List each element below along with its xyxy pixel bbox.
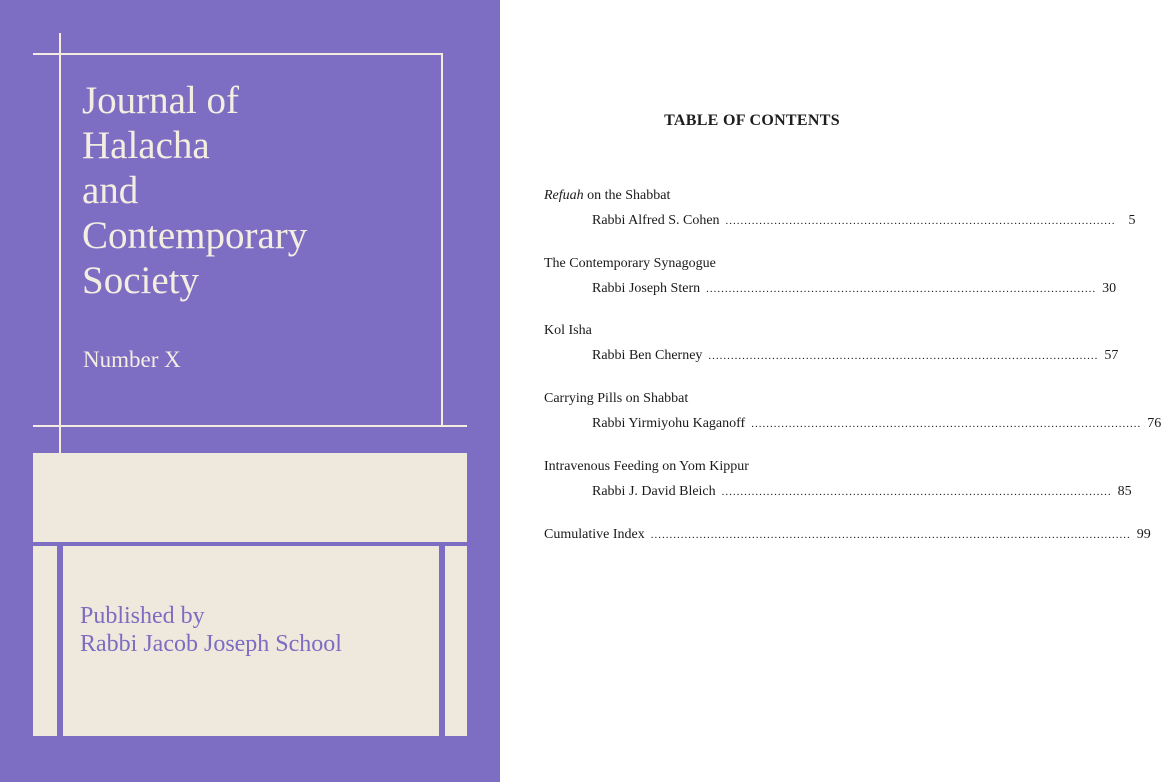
toc-entry-author-line[interactable]: [592, 281, 1117, 297]
toc-entry-author: Rabbi Yirmiyohu Kaganoff: [592, 416, 746, 431]
dot-leader: ........................................................................................................: [708, 350, 1099, 362]
dot-leader: ........................................................................................................: [721, 486, 1112, 498]
toc-cumulative-index-label: Cumulative Index: [544, 527, 645, 542]
cover-title: [82, 78, 307, 303]
cover-title-line: Society: [82, 259, 199, 302]
toc-cumulative-index-line[interactable]: [544, 527, 1151, 543]
toc-entry-author-line[interactable]: [592, 348, 1119, 364]
cover-publisher-line: Published by: [80, 603, 205, 629]
cover-title-line: Journal of: [82, 79, 240, 122]
toc-entry-title-text: Carrying Pills on Shabbat: [544, 391, 689, 406]
toc-entry-author: Rabbi Joseph Stern: [592, 281, 701, 296]
toc-entry-page: 76: [1147, 416, 1161, 431]
toc-entry-author-line[interactable]: [592, 484, 1132, 500]
dot-leader: ................................................................................................................................: [650, 529, 1131, 541]
toc-entry-title-text: Intravenous Feeding on Yom Kippur: [544, 459, 749, 474]
table-of-contents-page: [500, 0, 1161, 782]
toc-entry-page: 85: [1117, 484, 1132, 499]
cover-left-vertical-rule: [59, 33, 61, 453]
toc-entry-author-line[interactable]: [592, 213, 1136, 229]
toc-entry-title: [544, 188, 670, 204]
cover-publisher: [80, 602, 342, 658]
toc-entry-title: [544, 459, 749, 475]
toc-entry-title-text: Kol Isha: [544, 323, 592, 338]
toc-entry-title: [544, 391, 688, 407]
dot-leader: ........................................................................................................: [751, 418, 1142, 430]
journal-cover: [0, 0, 500, 782]
dot-leader: ........................................................................................................: [725, 215, 1116, 227]
cover-title-line: and: [82, 169, 139, 212]
dot-leader: ........................................................................................................: [706, 283, 1097, 295]
toc-entry-title-text: The Contemporary Synagogue: [544, 256, 716, 271]
cover-title-line: Contemporary: [82, 214, 308, 257]
toc-cumulative-index-page: 99: [1136, 527, 1151, 542]
toc-entry-page: 5: [1128, 213, 1136, 228]
cover-title-line: Halacha: [82, 124, 210, 167]
toc-entry-title-text: on the Shabbat: [583, 188, 671, 203]
toc-entry-title-italic: Refuah: [544, 188, 584, 203]
toc-entry-page: 30: [1102, 281, 1117, 296]
toc-entry-title: [544, 323, 592, 339]
cover-top-rule: [33, 53, 443, 55]
cover-lower-panel-right: [445, 546, 467, 736]
toc-entry-author: Rabbi Alfred S. Cohen: [592, 213, 720, 228]
cover-right-vertical-rule: [441, 53, 443, 427]
toc-entry-author-line[interactable]: [592, 416, 1161, 432]
cover-lower-panel-top: [33, 453, 467, 542]
cover-publisher-line: Rabbi Jacob Joseph School: [80, 631, 342, 657]
toc-heading: TABLE OF CONTENTS: [664, 112, 840, 129]
toc-entry-page: 57: [1104, 348, 1119, 363]
cover-middle-rule: [33, 425, 467, 427]
toc-entry-author: Rabbi Ben Cherney: [592, 348, 703, 363]
toc-entry-author: Rabbi J. David Bleich: [592, 484, 716, 499]
cover-lower-panel-left: [33, 546, 57, 736]
cover-issue-number: Number X: [83, 347, 181, 372]
toc-entry-title: [544, 256, 716, 272]
